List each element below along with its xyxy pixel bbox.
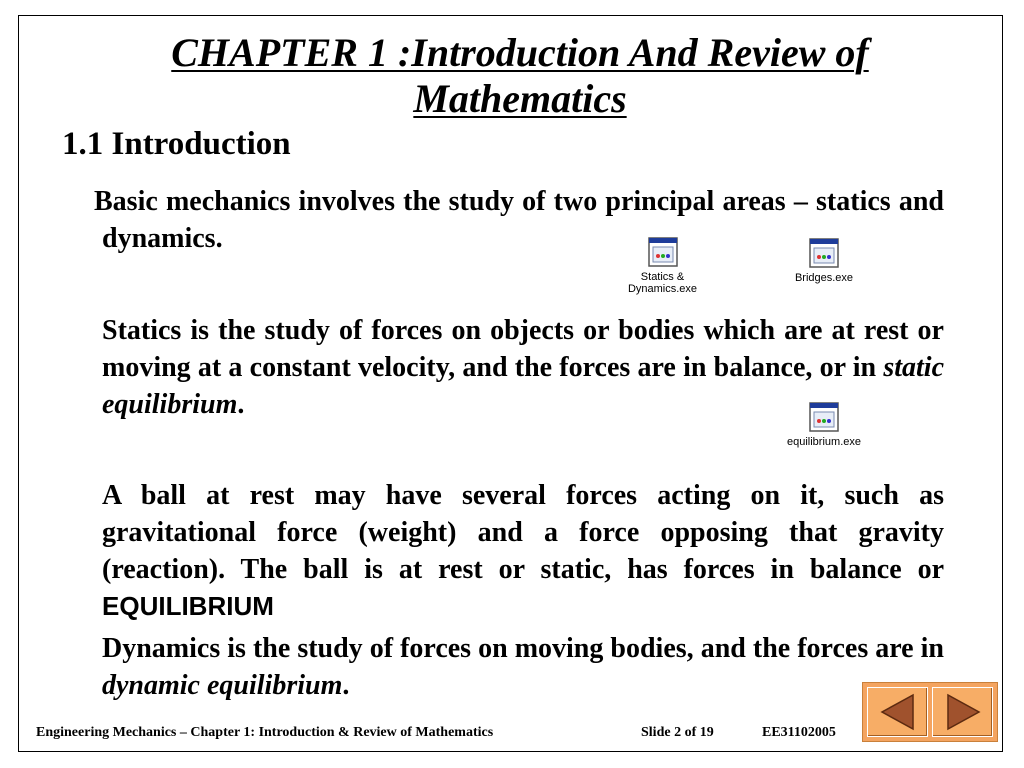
- emphasis-static-equilibrium: static equilibrium: [102, 352, 944, 420]
- paragraph-text: Statics is the study of forces on objects or bodies which are at rest or moving at a constant velocity, and the forces are in balance, or in: [102, 315, 944, 383]
- footer-slide-number: Slide 2 of 19: [641, 725, 714, 740]
- icon-label: Statics & Dynamics.exe: [627, 271, 698, 295]
- statics-dynamics-exe-link[interactable]: [605, 236, 720, 295]
- slide-title: [60, 30, 980, 122]
- section-heading: 1.1 Introduction: [62, 126, 291, 162]
- footer-course-code: EE31102005: [762, 725, 836, 740]
- paragraph-ball-at-rest: [102, 477, 944, 625]
- bridges-exe-link[interactable]: [780, 237, 868, 284]
- application-icon: [808, 237, 840, 269]
- paragraph-text: Dynamics is the study of forces on moving bodies, and the forces are in: [102, 633, 944, 664]
- paragraph-dynamics: [102, 630, 944, 704]
- next-slide-button[interactable]: [932, 687, 993, 737]
- previous-slide-button[interactable]: [867, 687, 928, 737]
- paragraph-text: A ball at rest may have several forces acting on it, such as gravitational force (weight) and a force opposing that gravity (reaction). The ball is at rest or static, has forces in balance or: [102, 480, 944, 585]
- paragraph-end: .: [342, 670, 350, 701]
- slide-title-text: CHAPTER 1 :Introduction And Review of Mathematics: [171, 30, 869, 121]
- application-icon: [647, 236, 679, 268]
- emphasis-equilibrium: EQUILIBRIUM: [102, 591, 274, 621]
- emphasis-dynamic-equilibrium: dynamic equilibrium: [102, 670, 343, 701]
- equilibrium-exe-link[interactable]: [780, 401, 868, 448]
- triangle-right-icon: [942, 692, 984, 732]
- triangle-left-icon: [877, 692, 919, 732]
- application-icon: [808, 401, 840, 433]
- icon-label: Bridges.exe: [794, 272, 854, 284]
- paragraph-text: Basic mechanics involves the study of two principal areas – statics and dynamics.: [94, 186, 944, 254]
- paragraph-end: .: [237, 389, 245, 420]
- footer-course: Engineering Mechanics – Chapter 1: Introduction & Review of Mathematics: [36, 725, 494, 740]
- slide-navigation: [862, 682, 998, 742]
- icon-label: equilibrium.exe: [787, 436, 861, 448]
